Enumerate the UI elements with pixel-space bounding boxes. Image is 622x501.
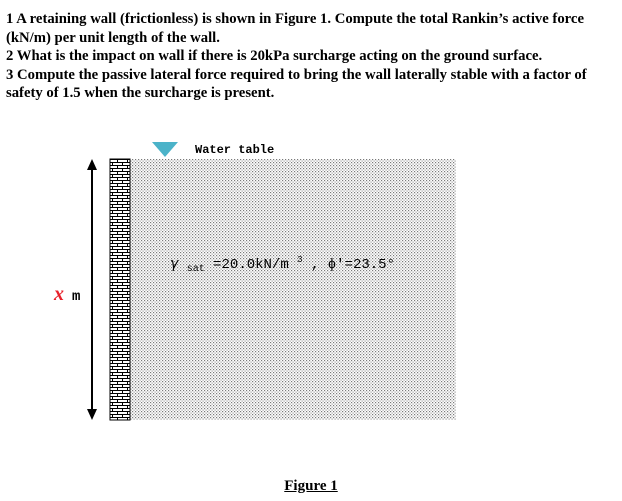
water-table-label: Water table xyxy=(195,143,275,157)
height-arrow-top-icon xyxy=(87,159,97,170)
unit-weight-subscript: sat xyxy=(186,264,205,275)
height-arrow-bottom-icon xyxy=(87,409,97,420)
soil-backfill xyxy=(130,159,456,420)
height-unit: m xyxy=(72,289,81,305)
figure-caption: Figure 1 xyxy=(284,478,338,494)
question-3: 3 Compute the passive lateral force required to bring the wall laterally stable with a factor of safety of 1.5 when the surcharge is present. xyxy=(6,66,587,101)
unit-weight-symbol: γ xyxy=(170,256,179,272)
question-1: 1 A retaining wall (frictionless) is shown in Figure 1. Compute the total Rankin’s active force (kN/m) per unit length of the wall. xyxy=(6,11,584,46)
height-variable: x xyxy=(54,283,64,305)
unit-weight-exponent: 3 xyxy=(297,255,303,265)
unit-weight-value: =20.0kN/m xyxy=(213,257,289,273)
question-2: 2 What is the impact on wall if there is 20kPa surcharge acting on the ground surface. xyxy=(6,48,543,64)
friction-angle: , ϕ′=23.5° xyxy=(310,257,395,273)
retaining-wall xyxy=(110,159,130,420)
water-table-marker-icon xyxy=(152,142,178,157)
height-label xyxy=(53,283,80,305)
